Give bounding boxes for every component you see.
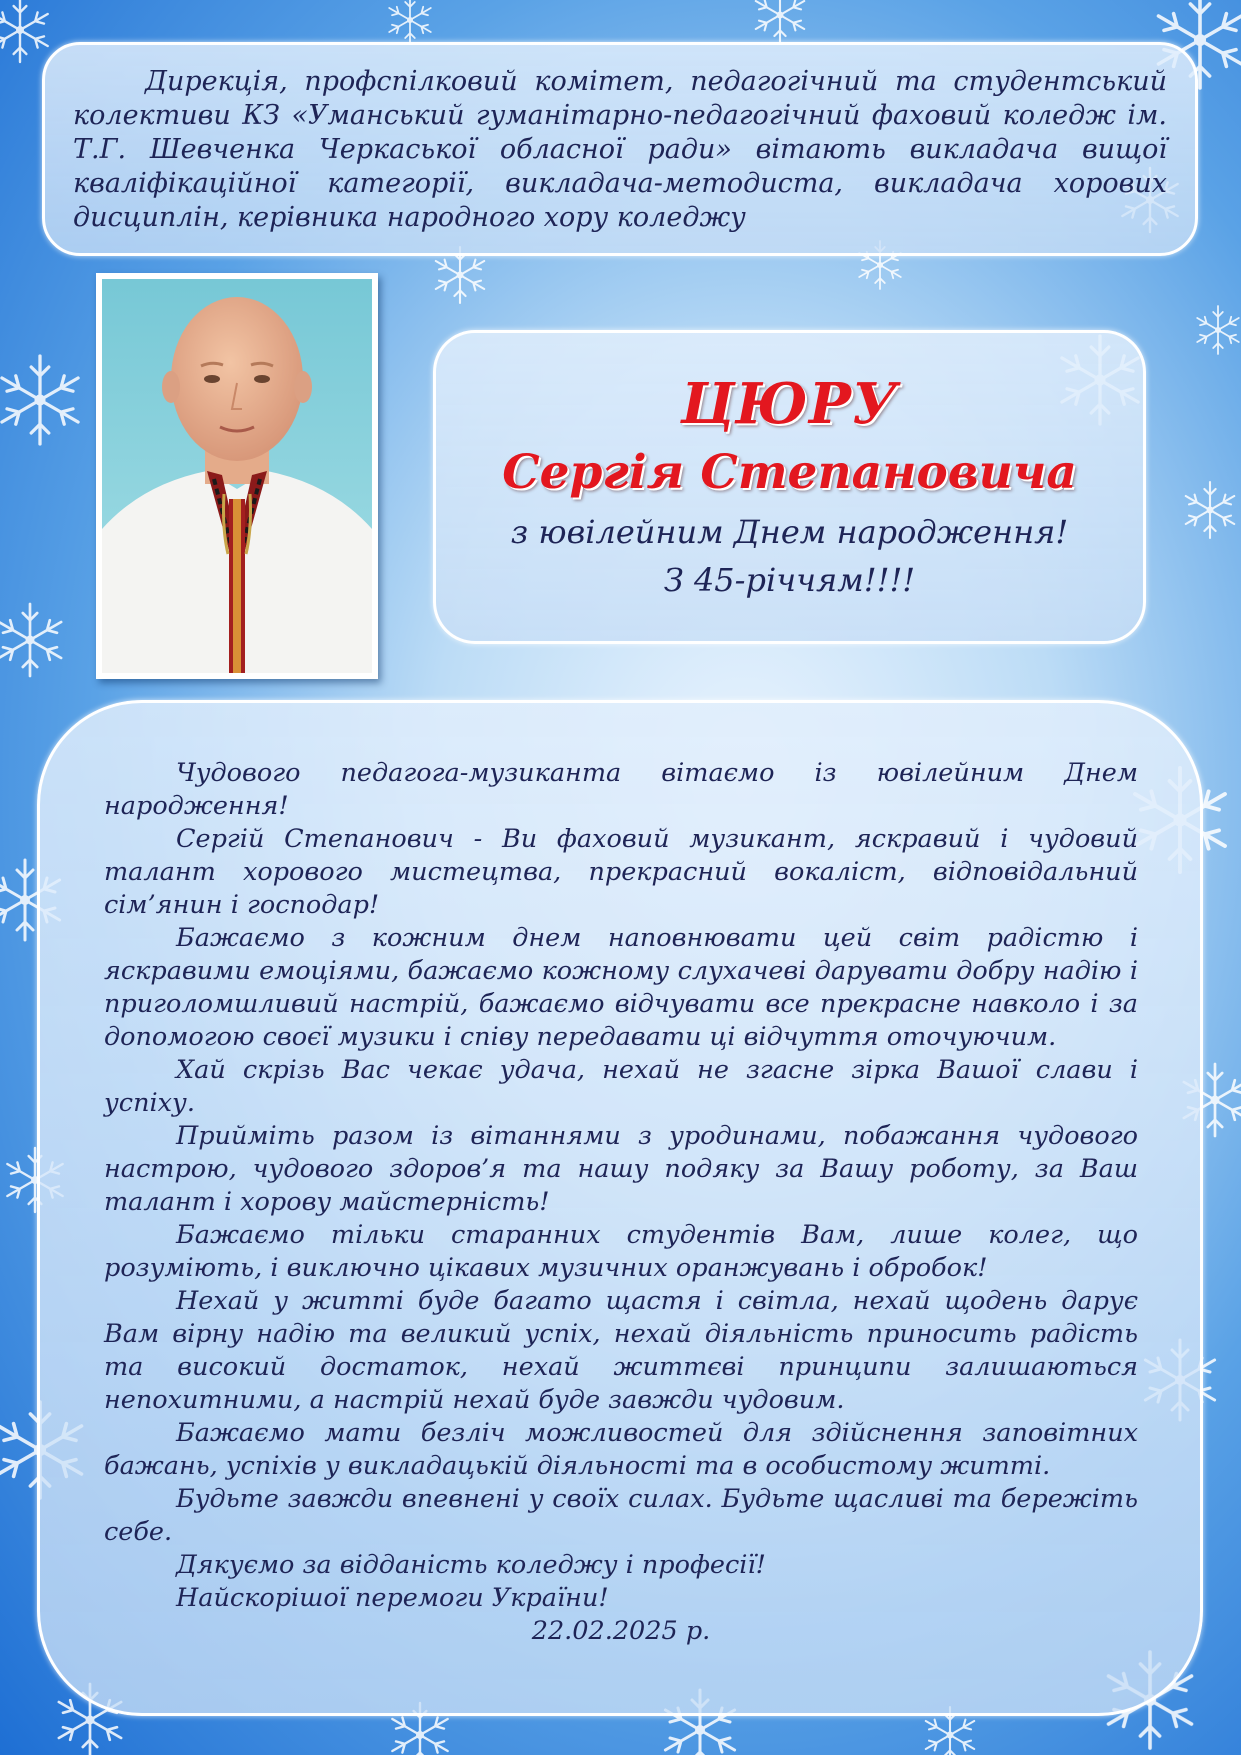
anniversary-line: З 45-річчям!!!!: [663, 561, 916, 599]
greeting-panel: [37, 700, 1203, 1716]
portrait-image: [102, 279, 372, 673]
greeting-paragraph: Сергій Степанович - Ви фаховий музикант, яскравий і чудовий талант хорового мистецтва, прекрасний вокаліст, відповідальний сім’янин і господар!: [104, 824, 1138, 920]
greeting-paragraph: Найскорішої перемоги України!: [176, 1583, 609, 1613]
honoree-panel: [433, 330, 1146, 644]
greeting-paragraph: Дякуємо за відданість коледжу і професії!: [176, 1550, 766, 1580]
greeting-date: 22.02.2025 р.: [531, 1616, 711, 1646]
greeting-paragraph: Прийміть разом із вітаннями з уродинами, побажання чудового настрою, чудового здоров’я та нашу подяку за Вашу роботу, за Ваш талант і хорову майстерність!: [104, 1121, 1138, 1217]
greeting-paragraph: Бажаємо мати безліч можливостей для здійснення заповітних бажань, успіхів у викладацькій діяльності та в особистому житті.: [104, 1418, 1138, 1481]
greeting-paragraph: Бажаємо з кожним днем наповнювати цей світ радістю і яскравими емоціями, бажаємо кожному слухачеві дарувати добру надію і приголомшливий настрій, бажаємо відчувати все прекрасне навколо і за допомогою своєї музики і співу передавати ці відчуття оточуючим.: [104, 923, 1138, 1052]
greeting-paragraph: Нехай у житті буде багато щастя і світла, нехай щодень дарує Вам вірну надію та великий успіх, нехай діяльність приносить радість та високий достаток, нехай життєві принципи залишаються непохитними, а настрій нехай буде завжди чудовим.: [104, 1286, 1138, 1415]
portrait-photo: [96, 273, 378, 679]
honoree-name: Сергія Степановича: [502, 445, 1077, 500]
intro-panel: [42, 42, 1198, 256]
honoree-surname: ЦЮРУ: [680, 371, 899, 437]
greeting-paragraph: Будьте завжди впевнені у своїх силах. Будьте щасливі та бережіть себе.: [104, 1484, 1138, 1547]
intro-text: Дирекція, профспілковий комітет, педагогічний та студентський колективи КЗ «Уманський гуманітарно-педагогічний фаховий коледж ім. Т.Г. Шевченка Черкаської обласної ради» вітають викладача вищої кваліфікаційної категорії, викладача-методиста, викладача хорових дисциплін, керівника народного хору коледжу: [73, 66, 1167, 233]
occasion-line: з ювілейним Днем народження!: [510, 513, 1069, 551]
greeting-paragraph: Чудового педагога-музиканта вітаємо із ювілейним Днем народження!: [104, 758, 1138, 821]
greeting-paragraph: Бажаємо тільки старанних студентів Вам, лише колег, що розуміють, і виключно цікавих музичних оранжувань і обробок!: [104, 1220, 1138, 1283]
greeting-paragraph: Хай скрізь Вас чекає удача, нехай не згасне зірка Вашої слави і успіху.: [104, 1055, 1138, 1118]
